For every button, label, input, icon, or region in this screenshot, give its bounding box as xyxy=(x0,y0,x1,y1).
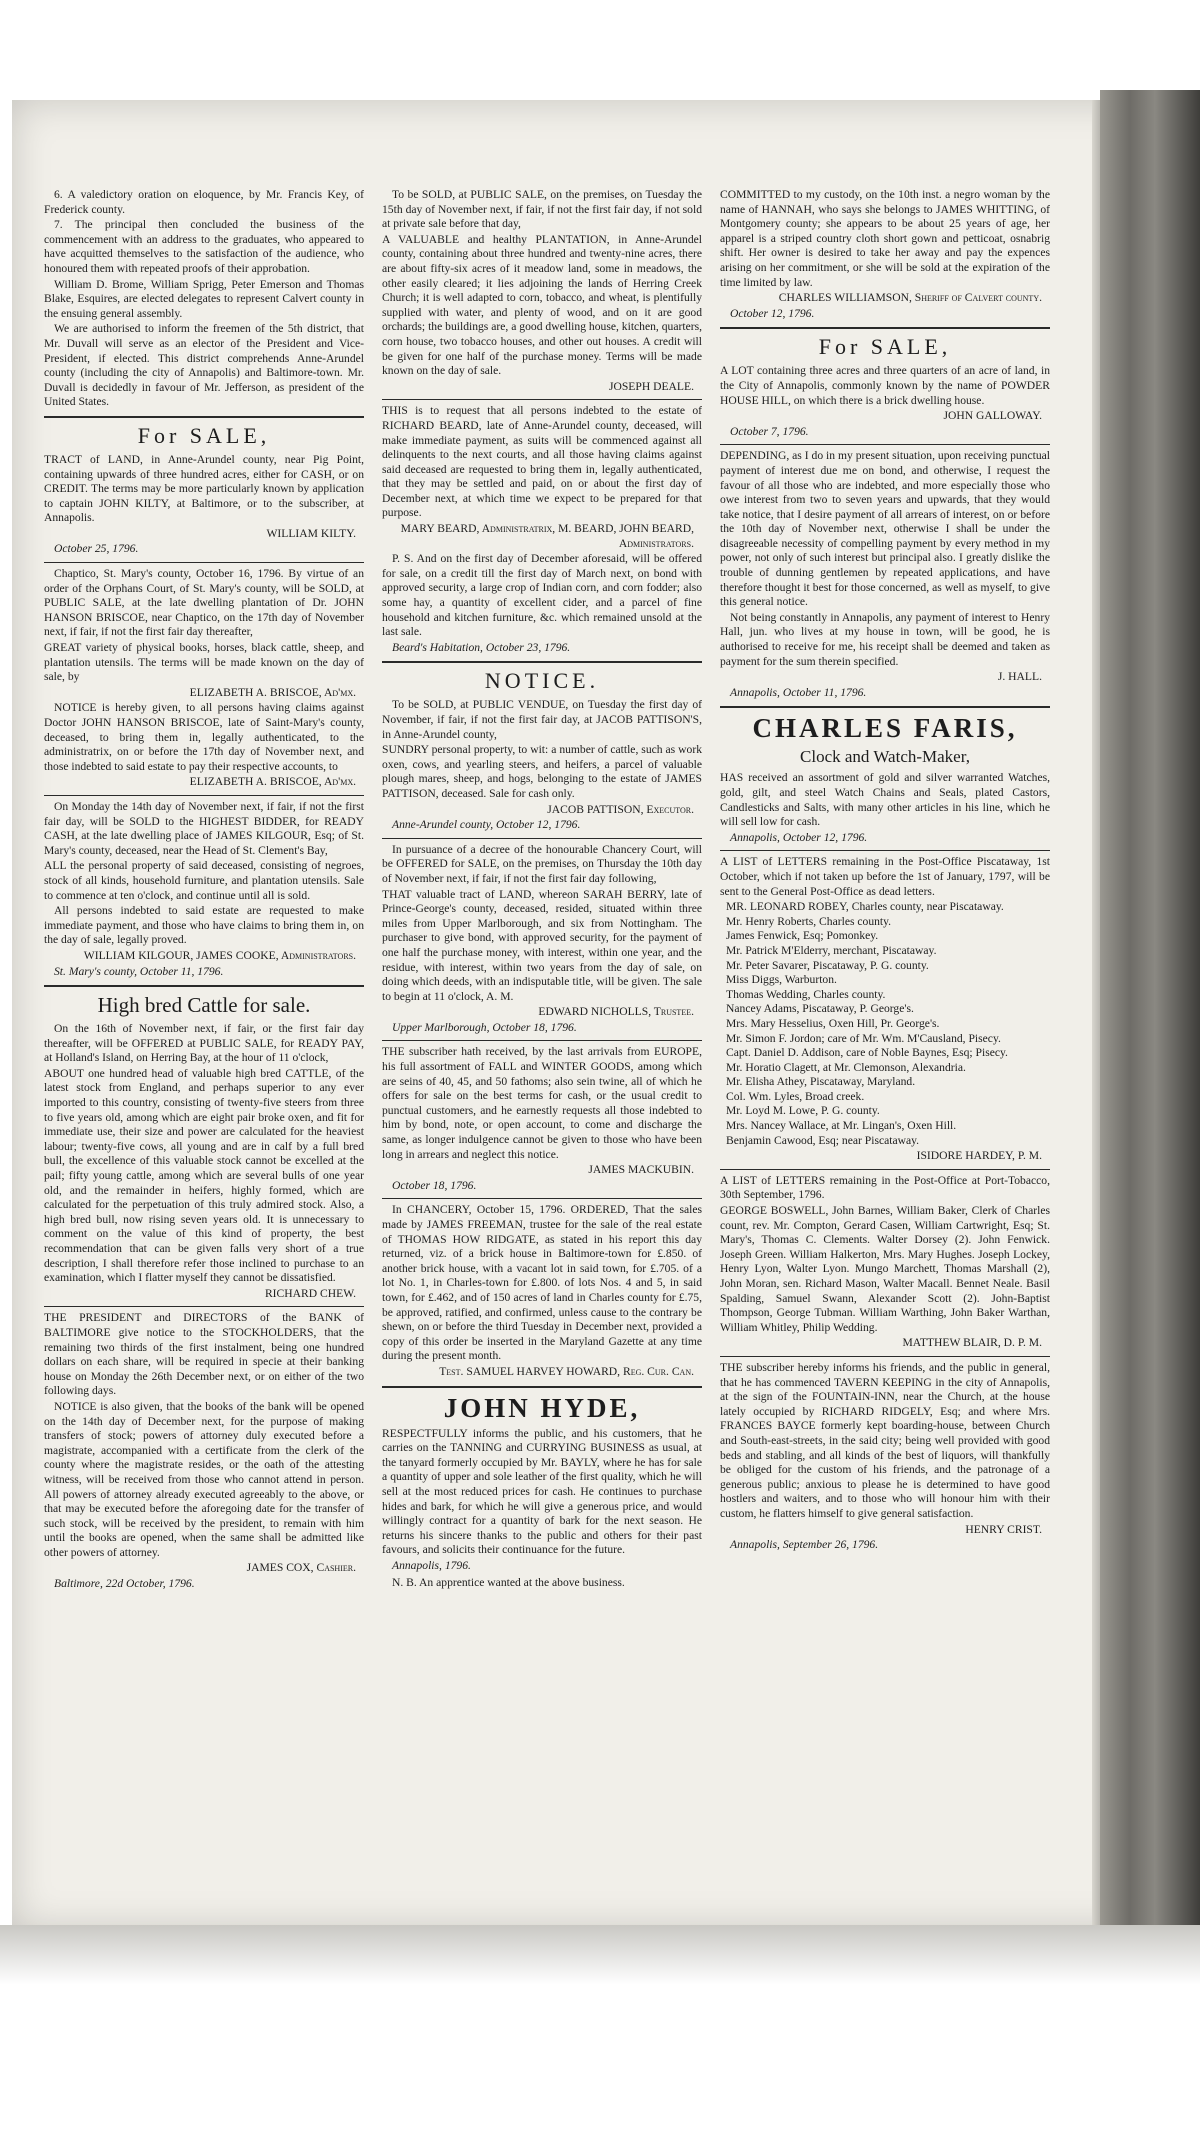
williamson-notice xyxy=(720,188,1050,321)
bank-notice xyxy=(44,1311,364,1591)
ad-body: All persons indebted to said estate are requested to make immediate payment, and those who have claims to bring them in, on the day of sale, legally proved. xyxy=(44,904,364,947)
ad-body: THIS is to request that all persons indebted to the estate of RICHARD BEARD, late of Anne-Arundel county, deceased, will make immediate payment, as suits will be commenced against all delinquents to the next courts, and all those having claims against said deceased are requested to bring them in, legally authenticated, that they may be settled and paid, on or about the first day of December next, at which time we expect to be prepared for that purpose. xyxy=(382,404,702,520)
divider xyxy=(44,985,364,987)
faris-heading: CHARLES FARIS, xyxy=(752,713,1018,744)
hyde-advertisement xyxy=(382,1427,702,1592)
beard-notice xyxy=(382,404,702,655)
list-item: Nancey Adams, Piscataway, P. George's. xyxy=(726,1002,914,1016)
signature: Test. SAMUEL HARVEY HOWARD, Reg. Cur. Can. xyxy=(439,1364,694,1378)
briscoe-advertisement xyxy=(44,567,364,790)
paragraph: 6. A valedictory oration on eloquence, by Mr. Francis Key, of Frederick county. xyxy=(44,188,364,216)
divider xyxy=(382,1040,702,1041)
list-item: Mrs. Mary Hesselius, Oxen Hill, Pr. George's. xyxy=(726,1016,940,1030)
signature: HENRY CRIST. xyxy=(965,1522,1042,1536)
signature: WILLIAM KILGOUR, JAMES COOKE, Administrators. xyxy=(83,948,356,962)
paragraph: We are authorised to inform the freemen of the 5th district, that Mr. Duvall will serve as an elector of the President and Vice-President, if elected. This district comprehends Anne-Arundel county (including the city of Annapolis) and Baltimore-town. Mr. Duvall is decidedly in favour of Mr. Jefferson, as president of the United States. xyxy=(44,322,364,409)
for-sale-heading: For SALE, xyxy=(818,334,952,360)
dateline: St. Mary's county, October 11, 1796. xyxy=(54,964,224,978)
ad-body: In pursuance of a decree of the honourable Chancery Court, will be OFFERED for SALE, on the premises, on Thursday the 10th day of November next, if fair, if not the first fair day following, xyxy=(382,842,702,885)
notice-heading: NOTICE. xyxy=(484,668,600,694)
list-item: Mr. Elisha Athey, Piscataway, Maryland. xyxy=(726,1075,916,1089)
commencement-report xyxy=(44,188,364,410)
column-1 xyxy=(44,188,364,1595)
signature: WILLIAM KILTY. xyxy=(266,526,356,540)
list-item: Mr. Patrick M'Elderry, merchant, Piscataway. xyxy=(726,943,937,957)
faris-subheading: Clock and Watch-Maker, xyxy=(800,747,970,767)
divider xyxy=(382,1386,702,1388)
ad-body: To be SOLD, at PUBLIC SALE, on the premises, on Tuesday the 15th day of November next, if fair, if not the first fair day, if not sold at private sale before that day, xyxy=(382,188,702,231)
dateline: Upper Marlborough, October 18, 1796. xyxy=(392,1020,577,1034)
chancery-notice xyxy=(382,1203,702,1379)
divider xyxy=(382,399,702,400)
ad-body: GEORGE BOSWELL, John Barnes, William Baker, Clerk of Charles count, rev. Mr. Compton, Gerard Casen, William Cartwright, Esq; St. Mary's, Thomas C. Clements. Walter Dorsey (2). John Fenwick. Joseph Green. William Halkerton, Mrs. Mary Hughes. Joseph Lockey, Henry Lyon, Walter Lyon. Mungo Marchett, Thomas Marshall (2), John Moran, sen. Richard Mason, Walter Macall. Bennet Neale. Basil Spalding, Samuel Swann, Alexander Scott (2). John-Baptist Thompson, George Tubman. William Warthing, John Baker Warthan, William Whitley, Philip Wedding. xyxy=(720,1204,1050,1334)
ad-body: TRACT of LAND, in Anne-Arundel county, near Pig Point, containing upwards of three hundred acres, either for CASH, or on CREDIT. The terms may be more particularly known by application to captain JOHN KILTY, at Baltimore, or to the subscriber, at Annapolis. xyxy=(44,452,364,525)
divider xyxy=(44,795,364,796)
ad-body: SUNDRY personal property, to wit: a number of cattle, such as work oxen, cows, and yearling steers, and heifers, a parcel of valuable plough mares, sheep, and hogs, belonging to the estate of JAMES PATTISON, deceased. Sale for cash only. xyxy=(382,743,702,800)
mackubin-advertisement xyxy=(382,1045,702,1193)
kilgour-advertisement xyxy=(44,800,364,979)
divider xyxy=(720,1356,1050,1357)
list-item: James Fenwick, Esq; Pomonkey. xyxy=(726,929,879,943)
ad-body: THE subscriber hath received, by the last arrivals from EUROPE, his full assortment of FALL and WINTER GOODS, among which are seins of 40, 45, and 50 fathoms; also sein twine, all of which he offers for sale on the best terms for cash, or the usual credit to punctual customers, and he earnestly requests all those indebted to him by bond, note, or open account, to come and discharge the same, as longer indulgence cannot be given to those who have been long in arrears and neglect this notice. xyxy=(382,1045,702,1161)
ad-body: ALL the personal property of said deceased, consisting of negroes, stock of all kinds, household furniture, and plantation utensils. Sale to commence at ten o'clock, and continue until all is sold. xyxy=(44,859,364,902)
signature: MARY BEARD, Administratrix, M. BEARD, JOHN BEARD, Administrators. xyxy=(400,522,694,550)
for-sale-heading: For SALE, xyxy=(137,422,271,448)
signature: JOHN GALLOWAY. xyxy=(943,409,1042,423)
cattle-advertisement xyxy=(44,1022,364,1301)
hyde-heading: JOHN HYDE, xyxy=(443,1392,641,1423)
column-2 xyxy=(382,188,702,1593)
list-item: Mr. Horatio Clagett, at Mr. Clemonson, Alexandria. xyxy=(726,1060,966,1074)
divider xyxy=(44,562,364,563)
ad-body: HAS received an assortment of gold and silver warranted Watches, gold, gilt, and steel Watch Chains and Seals, plated Castors, Candlesticks and Salts, with many other articles in his line, which he will sell low for cash. xyxy=(720,771,1050,829)
ad-body: NOTICE is also given, that the books of the bank will be opened on the 14th day of December next, for the purpose of making transfers of stock; powers of attorney duly executed before a magistrate, accompanied with a certificate from the clerk of the county where the magistrate resides, or the oath of the attesting witness, will be received from those who cannot attend in person. All powers of attorney already executed agreeably to the above, or that may be executed before the aforegoing date for the transfer of such stock, will be received by the president, to remain with him until the books are opened, when the same shall be admitted like other powers of attorney. xyxy=(44,1399,364,1559)
ad-body: On Monday the 14th day of November next, if fair, if not the first fair day, will be SOLD to the HIGHEST BIDDER, for READY CASH, at the late dwelling place of JAMES KILGOUR, Esq; of St. Mary's county, deceased, near the Head of St. Clement's Bay, xyxy=(44,799,364,857)
list-item: Miss Diggs, Warburton. xyxy=(726,973,837,987)
signature: ISIDORE HARDEY, P. M. xyxy=(916,1149,1042,1163)
ad-body: THE PRESIDENT and DIRECTORS of the BANK of BALTIMORE give notice to the STOCKHOLDERS, that the remaining two thirds of the first instalment, being one hundred dollars on each share, will be required in specie at their banking house on Monday the 26th December next, or on either of the two following days. xyxy=(44,1311,364,1398)
dateline: Annapolis, October 12, 1796. xyxy=(730,830,868,844)
divider xyxy=(720,444,1050,445)
hall-notice xyxy=(720,449,1050,700)
pattison-advertisement xyxy=(382,698,702,832)
crist-advertisement xyxy=(720,1361,1050,1553)
ad-body: COMMITTED to my custody, on the 10th inst. a negro woman by the name of HANNAH, who says she belongs to JAMES WHITTING, of Montgomery county; she appears to be about 25 years of age, her apparel is a striped country cloth short gown and petticoat, osnabrig shift. Her owner is desired to take her away and pay the expences arising on her commitment, or she will be sold at the expiration of the time limited by law. xyxy=(720,188,1050,289)
signature: JACOB PATTISON, Executor. xyxy=(547,802,694,816)
list-item: Mrs. Nancey Wallace, at Mr. Lingan's, Oxen Hill. xyxy=(726,1119,957,1133)
ad-body: A LIST of LETTERS remaining in the Post-Office at Port-Tobacco, 30th September, 1796. xyxy=(720,1173,1050,1202)
list-item: Thomas Wedding, Charles county. xyxy=(726,987,886,1001)
ad-body: A LIST of LETTERS remaining in the Post-Office Piscataway, 1st October, which if not taken up before the 1st of January, 1797, will be sent to the General Post-Office as dead letters. xyxy=(720,855,1050,898)
ad-body: Chaptico, St. Mary's county, October 16, 1796. By virtue of an order of the Orphans Court, of St. Mary's county, will be SOLD, at PUBLIC SALE, at the late dwelling plantation of Dr. JOHN HANSON BRISCOE, near Chaptico, on the 17th day of November next, if fair, if not the first fair day thereafter, xyxy=(44,567,364,639)
list-item: Mr. Henry Roberts, Charles county. xyxy=(726,914,892,928)
ad-body: On the 16th of November next, if fair, or the first fair day thereafter, will be OFFERED at PUBLIC SALE, for READY PAY, at Holland's Island, on Herring Bay, at the hour of 11 o'clock, xyxy=(44,1022,364,1065)
signature: JAMES COX, Cashier. xyxy=(246,1561,356,1575)
divider xyxy=(720,327,1050,329)
column-3 xyxy=(720,188,1050,1556)
paragraph: 7. The principal then concluded the business of the commencement with an address to the graduates, who appeared to have acquitted themselves to the satisfaction of the audience, who honoured them with repeated proofs of their approbation. xyxy=(44,218,364,275)
dateline: Annapolis, October 11, 1796. xyxy=(730,685,867,699)
dateline: Annapolis, 1796. xyxy=(392,1558,471,1572)
nicholls-advertisement xyxy=(382,843,702,1036)
piscataway-letters-list xyxy=(720,855,1050,1163)
signature: ELIZABETH A. BRISCOE, Ad'mx. xyxy=(189,775,356,789)
dateline: October 18, 1796. xyxy=(392,1178,477,1192)
ad-body: N. B. An apprentice wanted at the above business. xyxy=(392,1576,625,1590)
divider xyxy=(720,850,1050,851)
book-binding xyxy=(1100,90,1200,1960)
signature: RICHARD CHEW. xyxy=(264,1286,356,1300)
dateline: Baltimore, 22d October, 1796. xyxy=(54,1577,195,1591)
divider xyxy=(382,838,702,839)
signature: MATTHEW BLAIR, D. P. M. xyxy=(902,1336,1042,1350)
deale-advertisement xyxy=(382,188,702,394)
list-item: Mr. Simon F. Jordon; care of Mr. Wm. M'Causland, Pisecy. xyxy=(726,1031,1001,1045)
divider xyxy=(382,661,702,663)
page-bottom-shadow xyxy=(0,1925,1200,1985)
signature: CHARLES WILLIAMSON, Sheriff of Calvert county. xyxy=(778,291,1042,305)
ad-body: A LOT containing three acres and three quarters of an acre of land, in the City of Annapolis, commonly known by the name of POWDER HOUSE HILL, on which there is a brick dwelling house. xyxy=(720,364,1050,407)
dateline: Anne-Arundel county, October 12, 1796. xyxy=(392,818,581,832)
signature: JOSEPH DEALE. xyxy=(608,379,694,393)
divider xyxy=(720,706,1050,708)
ad-body: To be SOLD, at PUBLIC VENDUE, on Tuesday the first day of November, if fair, if not the first fair day, at JACOB PATTISON'S, in Anne-Arundel county, xyxy=(382,698,702,741)
galloway-advertisement xyxy=(720,364,1050,439)
dateline: Annapolis, September 26, 1796. xyxy=(730,1538,879,1552)
signature: J. HALL. xyxy=(997,670,1042,684)
list-item: Capt. Daniel D. Addison, care of Noble Baynes, Esq; Pisecy. xyxy=(726,1046,1008,1060)
ad-body: THE subscriber hereby informs his friends, and the public in general, that he has commenced TAVERN KEEPING in the city of Annapolis, at the sign of the FOUNTAIN-INN, near the Church, at the house lately occupied by RICHARD RIDGELY, Esq; and where Mrs. FRANCES BAYCE formerly kept boarding-house, between Church and South-east-streets, in the said city; being well provided with good beds and stabling, and all kinds of the best of liquors, will thankfully be obliged for the custom of his friends, and the patronage of a generous public; anxious to please he is determined to have good hostlers and waiters, and to those who will honour him with their custom, he flatters himself to give general satisfaction. xyxy=(720,1360,1050,1520)
list-item: Mr. Peter Savarer, Piscataway, P. G. county. xyxy=(726,958,929,972)
divider xyxy=(44,1306,364,1307)
ad-body: NOTICE is hereby given, to all persons having claims against Doctor JOHN HANSON BRISCOE, late of Saint-Mary's county, deceased, to bring them in, legally authenticated, to the administratrix, on or before the 17th day of November next, and those indebted to said estate to pay their respective accounts, to xyxy=(44,701,364,773)
port-tobacco-letters-list xyxy=(720,1174,1050,1351)
ad-body: A VALUABLE and healthy PLANTATION, in Anne-Arundel county, containing about three hundred and twenty-nine acres, there are about fifty-six acres of it meadow land, some in meadows, the other easily cleared; it lies adjoining the lands of Herring Creek Church; it is well adapted to corn, tobacco, and wheat, is plentifully supplied with water, and plenty of wood, and on it are good orchards; the buildings are, a good dwelling house, kitchen, quarters, corn house, two tobacco houses, and other out houses. A credit will be given for one half of the purchase money. Terms will be made known on the day of sale. xyxy=(382,232,702,378)
ad-body: Not being constantly in Annapolis, any payment of interest to Henry Hall, jun. who lives at my house in town, will be good, he is authorised to receive for me, his receipt shall be deemed and taken as payment for the sum therein specified. xyxy=(720,610,1050,668)
dateline: Beard's Habitation, October 23, 1796. xyxy=(392,640,571,654)
faris-advertisement xyxy=(720,771,1050,845)
signature: EDWARD NICHOLLS, Trustee. xyxy=(538,1005,694,1019)
paragraph: William D. Brome, William Sprigg, Peter Emerson and Thomas Blake, Esquires, are elected delegates to represent Calvert county in the ensuing general assembly. xyxy=(44,277,364,320)
list-item: Mr. Loyd M. Lowe, P. G. county. xyxy=(726,1104,880,1118)
dateline: October 12, 1796. xyxy=(730,306,815,320)
ad-body: P. S. And on the first day of December aforesaid, will be offered for sale, on a credit till the first day of March next, on bond with approved security, a large crop of Indian corn, and corn fodder; also some hay, a quantity of excellent cider, and a parcel of fine household and kitchen furniture, &c. which remained unsold at the last sale. xyxy=(382,552,702,639)
cattle-heading: High bred Cattle for sale. xyxy=(97,993,311,1018)
ad-body: GREAT variety of physical books, horses, black cattle, sheep, and plantation utensils. The terms will be made known on the day of sale, by xyxy=(44,641,364,684)
divider xyxy=(720,1169,1050,1170)
list-item: Col. Wm. Lyles, Broad creek. xyxy=(726,1089,865,1103)
dateline: October 25, 1796. xyxy=(54,542,139,556)
ad-body: THAT valuable tract of LAND, whereon SARAH BERRY, late of Prince-George's county, deceased, resided, situated within three miles from Upper Marlborough, and six from Nottingham. The purchaser to give bond, with approved security, for the payment of one half the purchase money, with interest, within one year, and the residue, with interest, within two years from the day of sale, on doing which deeds, with an indisputable title, will be given. The sale to begin at 11 o'clock, A. M. xyxy=(382,887,702,1003)
signature: JAMES MACKUBIN. xyxy=(588,1163,694,1177)
signature: ELIZABETH A. BRISCOE, Ad'mx. xyxy=(189,685,356,699)
divider xyxy=(44,416,364,418)
dateline: October 7, 1796. xyxy=(730,424,809,438)
kilty-advertisement xyxy=(44,453,364,557)
ad-body: In CHANCERY, October 15, 1796. ORDERED, That the sales made by JAMES FREEMAN, trustee for the sale of the real estate of THOMAS HOW RIDGATE, as stated in his report this day returned, viz. of a brick house in Baltimore-town for £.850. of another brick house, with a vacant lot in said town, for £.705. of a lot No. 1, in Charles-town for £.800. of lots Nos. 4 and 5, in said town, for £.462, and of 150 acres of land in Charles county for £.75, be approved, ratified, and confirmed, unless cause to the contrary be shewn, on or before the third Tuesday in December next, provided a copy of this order be inserted in the Maryland Gazette at any time during the present month. xyxy=(382,1203,702,1363)
list-item: Benjamin Cawood, Esq; near Piscataway. xyxy=(726,1133,920,1147)
divider xyxy=(382,1198,702,1199)
ad-body: ABOUT one hundred head of valuable high bred CATTLE, of the latest stock from England, and perhaps superior to any ever imported to this country, consisting of twenty-five steers from three to five years old, among which are eight pair broke oxen, and fit for immediate use, their size and power are calculated for the heaviest labour; twenty-five cows, all young and are in calf by a full bred bull, the excellence of this valuable stock cannot be excelled at the pail; fifty young cattle, among which are several bulls of one year old, and the remainder in heifers, highly formed, which are calculated for the perpetuation of this truly admired stock. Also, a high bred bull, now rising seven years old. It is unnecessary to comment on the value of this kind of property, the best recommendation that can be given falls very short of a true description, I shall therefore refer those inclined to purchase to an examination, which I flatter myself they cannot be dissatisfied. xyxy=(44,1066,364,1285)
ad-body: DEPENDING, as I do in my present situation, upon receiving punctual payment of interest due me on bond, and otherwise, I request the favour of all those who are indebted, and more especially those who owe interest from two to seven years and upwards, that they would take notice, that I desire payment of all arrears of interest, on or before the 10th day of November next, otherwise I shall be under the disagreeable necessity of compelling payment by every method in my power, not only of such interest but principal also. I greatly dislike the trouble of dunning gentlemen by repeated applications, and have therefore thought it best for those concerned, as well as myself, to give this general notice. xyxy=(720,449,1050,609)
ad-body: RESPECTFULLY informs the public, and his customers, that he carries on the TANNING and CURRYING BUSINESS as usual, at the tanyard formerly occupied by Mr. BAYLY, where he has for sale a quantity of upper and sole leather of the first quality, which he will sell at the most reduced prices for cash. He continues to purchase hides and bark, for which he will give a generous price, and would willingly contract for a quantity of bark for the next season. He returns his sincere thanks to the public and others for their past favours, and solicits their continuance for the future. xyxy=(382,1426,702,1557)
list-item: MR. LEONARD ROBEY, Charles county, near Piscataway. xyxy=(726,900,1004,914)
